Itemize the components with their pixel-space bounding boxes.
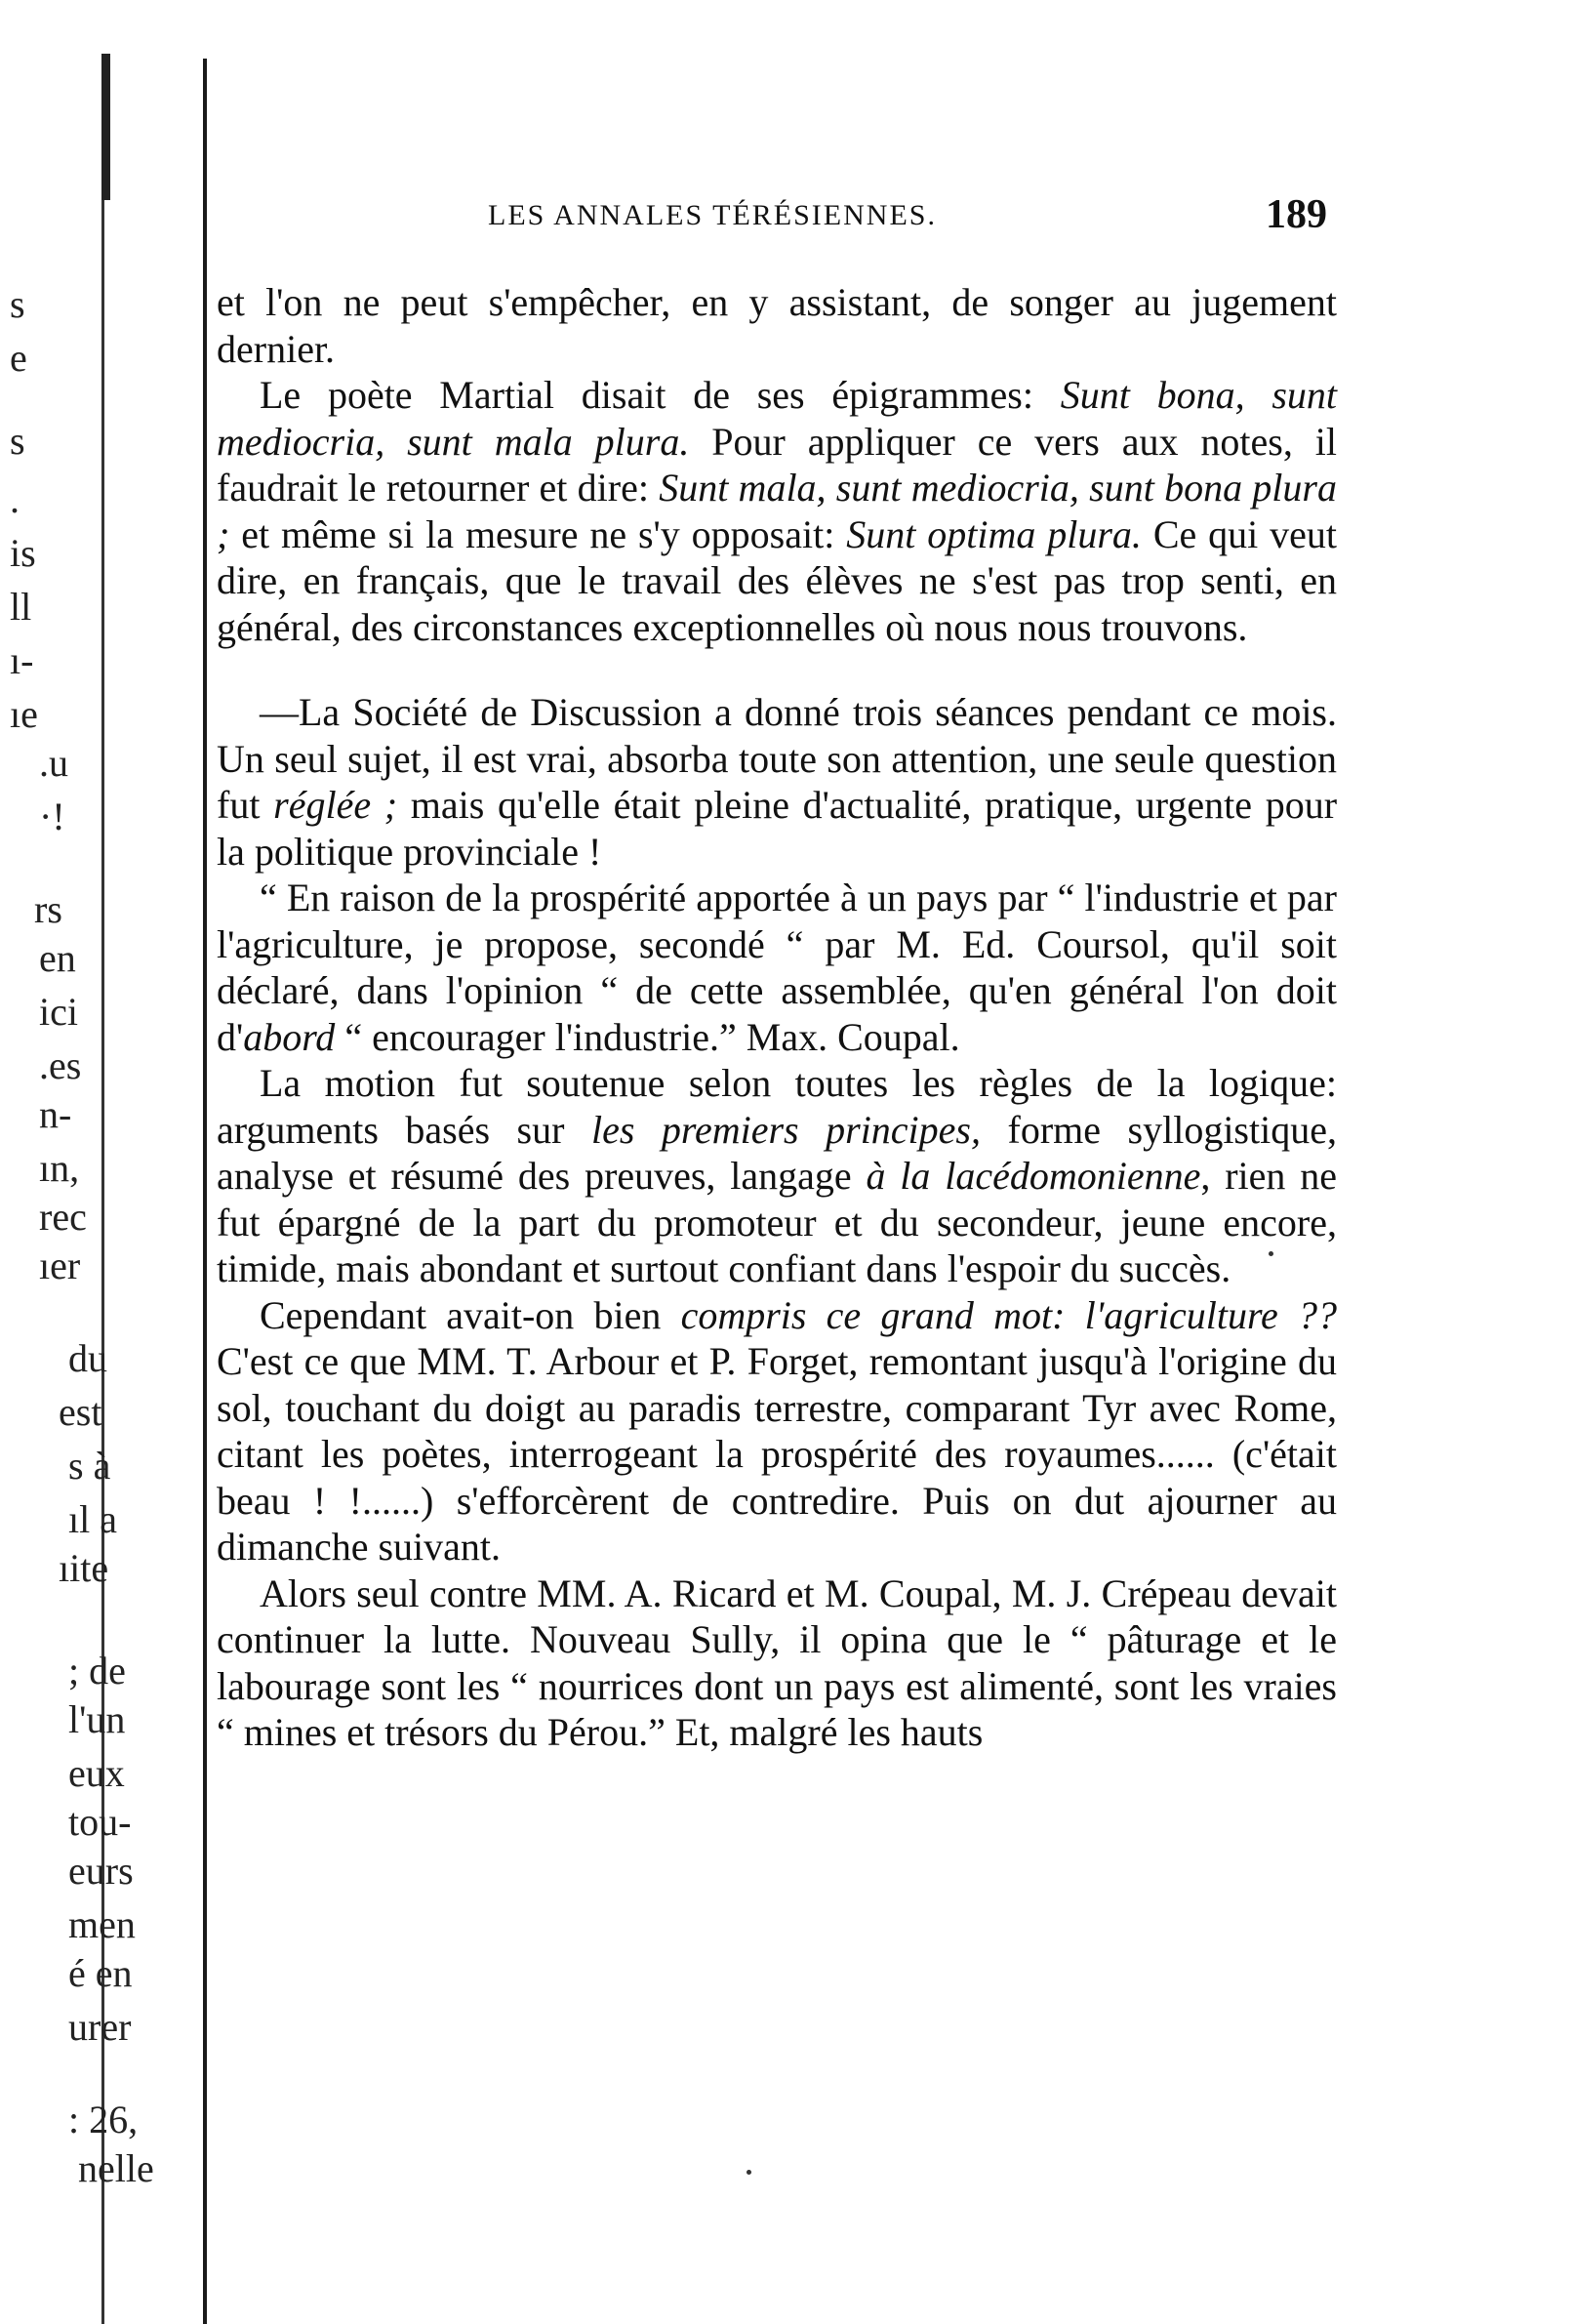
bleed-fragment: .u bbox=[39, 741, 68, 785]
page-number: 189 bbox=[1266, 192, 1327, 237]
bleed-fragment: ici bbox=[39, 990, 78, 1034]
bleed-fragment: s à bbox=[68, 1444, 111, 1488]
bleed-fragment: n- bbox=[39, 1092, 72, 1136]
text-run: Pour appliquer ce vers aux notes, il faudrait le retourner et dire: bbox=[217, 419, 1337, 510]
text-run: “ En raison de la prospérité apportée à un pays par “ l'industrie et par l'agriculture, je propose, secondé “ par M. Ed. Coursol, qu'il soit déclaré, dans l'opinion “ de cette assemblée, qu'en général l'on doit d' bbox=[217, 876, 1337, 1059]
bleed-fragment: s bbox=[10, 282, 25, 326]
bleed-fragment: rec bbox=[39, 1195, 87, 1239]
paragraph bbox=[217, 372, 1337, 650]
bleed-fragment: du bbox=[68, 1336, 107, 1380]
paragraph bbox=[217, 1060, 1337, 1292]
bleed-fragment: ıl a bbox=[68, 1497, 117, 1541]
body-text bbox=[217, 279, 1337, 1756]
italic-text: à la lacédomonienne bbox=[866, 1154, 1201, 1198]
bleed-fragment: men bbox=[68, 1902, 136, 1946]
paragraph bbox=[217, 1292, 1337, 1570]
text-run: Le poète Martial disait de ses épigrammes: bbox=[260, 373, 1061, 417]
running-header bbox=[488, 191, 1327, 246]
text-run: , rien ne fut épargné de la part du promoteur et du secondeur, jeune encore, timide, mais abondant et surtout confiant dans l'espoir du succès. bbox=[217, 1154, 1337, 1290]
italic-text: Sunt bona, sunt mediocria, sunt mala plura. bbox=[217, 373, 1337, 464]
text-run: La motion fut soutenue selon toutes les règles de la logique: arguments basés sur bbox=[217, 1061, 1337, 1152]
text-run: —La Société de Discussion a donné trois séances pendant ce mois. Un seul sujet, il est vrai, absorba toute son attention, une seule question fut bbox=[217, 690, 1337, 827]
bleed-fragment: est bbox=[59, 1390, 102, 1434]
ink-speck bbox=[1269, 1251, 1273, 1256]
bleed-fragment: l'un bbox=[68, 1697, 126, 1741]
bleed-fragment: eux bbox=[68, 1751, 125, 1795]
italic-text: Sunt optima plura. bbox=[846, 511, 1142, 556]
bleed-fragment: eurs bbox=[68, 1849, 134, 1893]
ink-speck bbox=[747, 2170, 751, 2175]
italic-text: abord bbox=[243, 1014, 336, 1059]
bleed-fragment: tou- bbox=[68, 1800, 132, 1844]
paragraph bbox=[217, 875, 1337, 1060]
bleed-fragment: is bbox=[10, 531, 36, 575]
italic-text: Sunt mala, sunt mediocria, sunt bona plura ; bbox=[217, 466, 1337, 556]
bleed-fragment: ı- bbox=[10, 638, 34, 682]
bleed-fragment: e bbox=[10, 336, 27, 380]
bleed-fragment: rs bbox=[34, 887, 62, 931]
italic-text: les premiers principes, bbox=[590, 1107, 981, 1152]
paragraph bbox=[217, 689, 1337, 875]
bleed-fragment: ; de bbox=[68, 1649, 126, 1692]
paragraph bbox=[217, 1570, 1337, 1756]
bleed-fragment: s bbox=[10, 419, 25, 463]
text-run: et même si la mesure ne s'y opposait: bbox=[229, 511, 847, 556]
text-run: mais qu'elle était pleine d'actualité, pratique, urgente pour la politique provinciale ! bbox=[217, 783, 1338, 874]
bleed-fragment: .es bbox=[39, 1043, 82, 1087]
bleed-fragment: ıite bbox=[59, 1546, 109, 1590]
paragraph bbox=[217, 279, 1337, 372]
text-run: Alors seul contre MM. A. Ricard et M. Coupal, M. J. Crépeau devait continuer la lutte. Nouveau Sully, il opina que le “ pâturage et le labourage sont les “ nourrices dont un pays est alimenté, sont les vraies “ mines et trésors du Pérou.” Et, malgré les hauts bbox=[217, 1570, 1337, 1754]
text-run: Ce qui veut dire, en français, que le travail des élèves ne s'est pas trop senti, en général, des circonstances exceptionnelles où nous nous trouvons. bbox=[217, 511, 1338, 649]
text-run: Cependant avait-on bien bbox=[260, 1292, 681, 1337]
text-run: forme syllogistique, analyse et résumé des preuves, langage bbox=[217, 1107, 1337, 1198]
bleed-fragment: . bbox=[10, 477, 20, 521]
bleed-fragment: en bbox=[39, 936, 76, 980]
italic-text: compris ce grand mot: l'agriculture ?? bbox=[680, 1292, 1337, 1337]
bleed-fragment: urer bbox=[68, 2005, 132, 2049]
bleed-fragment: ın, bbox=[39, 1146, 80, 1190]
bleed-fragment: ıer bbox=[39, 1244, 81, 1287]
bleed-fragment: ıe bbox=[10, 692, 38, 736]
page-binding-edge bbox=[203, 59, 207, 2324]
binding-shadow bbox=[101, 54, 110, 200]
italic-text: réglée ; bbox=[273, 783, 398, 827]
running-title: LES ANNALES TÉRÉSIENNES. bbox=[488, 199, 937, 231]
bleed-fragment: ·! bbox=[39, 795, 65, 838]
bleed-fragment: : 26, bbox=[68, 2098, 139, 2141]
bleed-fragment: ll bbox=[10, 585, 32, 629]
bleed-fragment: é en bbox=[68, 1951, 133, 1995]
text-run: “ encourager l'industrie.” Max. Coupal. bbox=[335, 1014, 960, 1059]
text-run: et l'on ne peut s'empêcher, en y assistant, de songer au jugement dernier. bbox=[217, 280, 1337, 371]
facing-page-bleed-text bbox=[0, 283, 195, 2235]
text-run: C'est ce que MM. T. Arbour et P. Forget, remontant jusqu'à l'origine du sol, touchant du doigt au paradis terrestre, comparant Tyr avec Rome, citant les poètes, interrogeant la prospérité des royaumes...... (c'était beau ! !......) s'efforcèrent de contredire. Puis on dut ajourner au dimanche suivant. bbox=[217, 1339, 1337, 1569]
bleed-fragment: nelle bbox=[78, 2146, 154, 2190]
